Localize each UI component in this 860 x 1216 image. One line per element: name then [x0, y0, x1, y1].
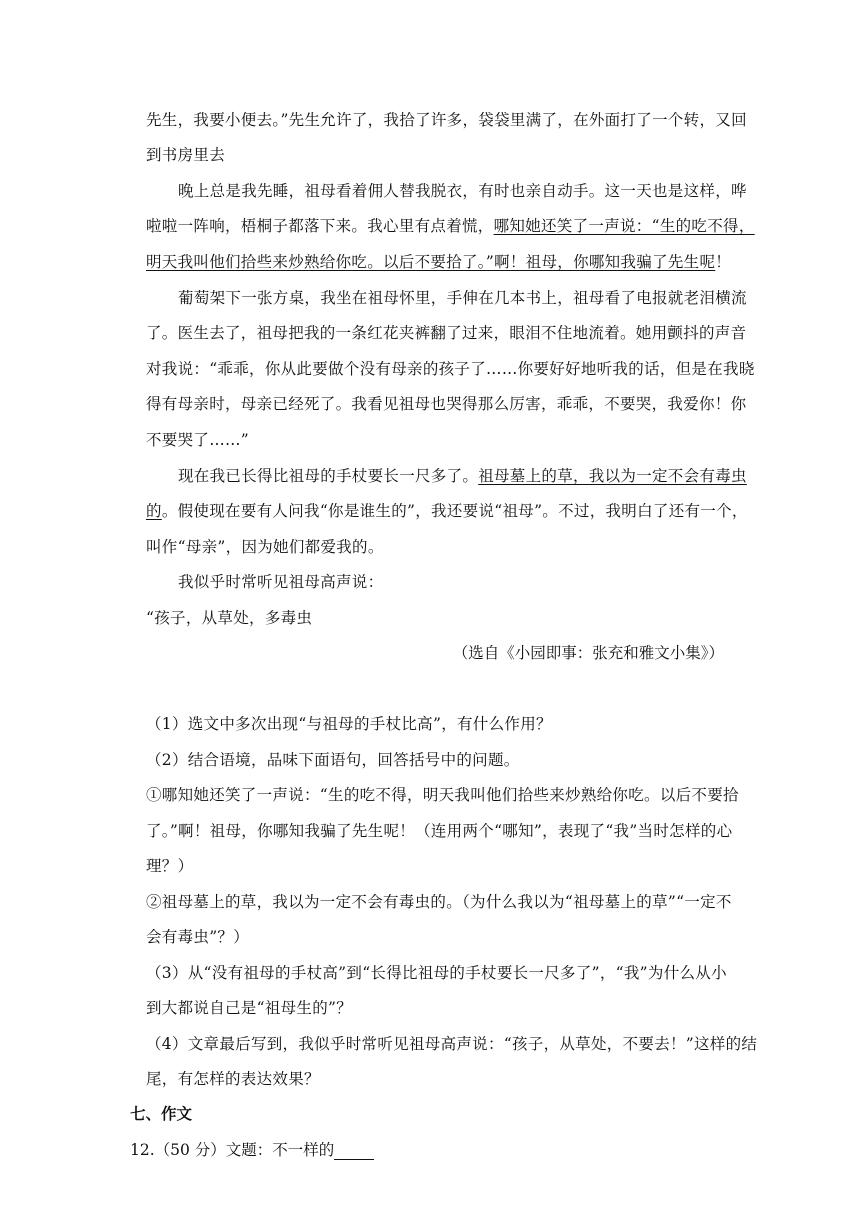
passage-line	[146, 501, 748, 521]
passage-line: 葡萄架下一张方桌，我坐在祖母怀里，手伸在几本书上，祖母看了电报就老泪横流	[178, 289, 747, 307]
passage-line: 晚上总是我先睡，祖母看着佣人替我脱衣，有时也亲自动手。这一天也是这样，哗	[178, 182, 747, 200]
passage-line: 得有母亲时，母亲已经死了。我看见祖母也哭得那么厉害，乖乖，不要哭，我爱你！你	[146, 395, 747, 413]
question-1: （1）选文中多次出现“与祖母的手杖比高”，有什么作用？	[146, 715, 552, 733]
underlined-sentence: 祖母墓上的草，我以为一定不会有毒虫	[478, 467, 747, 485]
question-4-line: 尾，有怎样的表达效果？	[146, 1070, 320, 1088]
essay-item	[130, 1140, 374, 1160]
answer-blank[interactable]	[334, 1143, 374, 1160]
essay-prompt: 12.（50 分）文题：不一样的	[130, 1141, 335, 1159]
passage-text: 现在我已长得比祖母的手杖要长一尺多了。	[178, 467, 479, 485]
passage-line: 对我说：“乖乖，你从此要做个没有母亲的孩子了……你要好好地听我的话，但是在我晓	[146, 360, 755, 378]
source-citation: （选自《小园即事：张充和雅文小集》）	[452, 644, 724, 662]
question-2a-line: 了。”啊！祖母，你哪知我骗了先生呢！（连用两个“哪知”，表现了“我”当时怎样的心	[146, 822, 733, 840]
section-heading: 七、作文	[130, 1105, 193, 1123]
underlined-sentence: 哪知她还笑了一声说：“生的吃不得，	[493, 217, 755, 235]
underlined-sentence: 明天我叫他们拾些来炒熟给你吃。以后不要拾了。”啊！祖母，你哪知我骗了先生呢	[146, 253, 716, 271]
passage-line: 不要哭了……”	[146, 431, 250, 449]
passage-text: ！	[715, 253, 732, 271]
passage-line: 我似乎时常听见祖母高声说：	[178, 573, 384, 591]
question-2a-line: ①哪知她还笑了一声说：“生的吃不得，明天我叫他们拾些来炒熟给你吃。以后不要拾	[146, 786, 739, 804]
underlined-sentence: 的	[146, 502, 162, 520]
passage-line: “孩子，从草处，多毒虫	[146, 609, 313, 627]
question-2: （2）结合语境，品味下面语句，回答括号中的问题。	[146, 751, 520, 769]
question-2b-line: ②祖母墓上的草，我以为一定不会有毒虫的。（为什么我以为“祖母墓上的草”“一定不	[146, 893, 732, 911]
passage-line: 了。医生去了，祖母把我的一条红花夹裤翻了过来，眼泪不住地流着。她用颤抖的声音	[146, 324, 747, 342]
question-3-line: （3）从“没有祖母的手杖高”到“长得比祖母的手杖要长一尺多了”，“我”为什么从小	[146, 964, 727, 982]
passage-line: 先生，我要小便去。”先生允许了，我拾了许多，袋袋里满了，在外面打了一个转，又回	[146, 111, 747, 129]
passage-line: 到书房里去	[146, 146, 226, 164]
passage-line	[146, 252, 731, 272]
question-3-line: 到大都说自己是“祖母生的”？	[146, 999, 353, 1017]
question-2a-line: 理？）	[146, 857, 194, 875]
passage-text: 。假使现在要有人问我“你是谁生的”，我还要说“祖母”。不过，我明白了还有一个，	[161, 502, 748, 520]
passage-line	[178, 466, 747, 486]
passage-text: 啦啦一阵响，梧桐子都落下来。我心里有点着慌，	[146, 217, 494, 235]
passage-line: 叫作“母亲”，因为她们都爱我的。	[146, 538, 384, 556]
question-2b-line: 会有毒虫”？）	[146, 928, 250, 946]
question-4-line: （4）文章最后写到，我似乎时常听见祖母高声说：“孩子，从草处，不要去！”这样的结	[146, 1035, 758, 1053]
passage-line	[146, 216, 755, 236]
